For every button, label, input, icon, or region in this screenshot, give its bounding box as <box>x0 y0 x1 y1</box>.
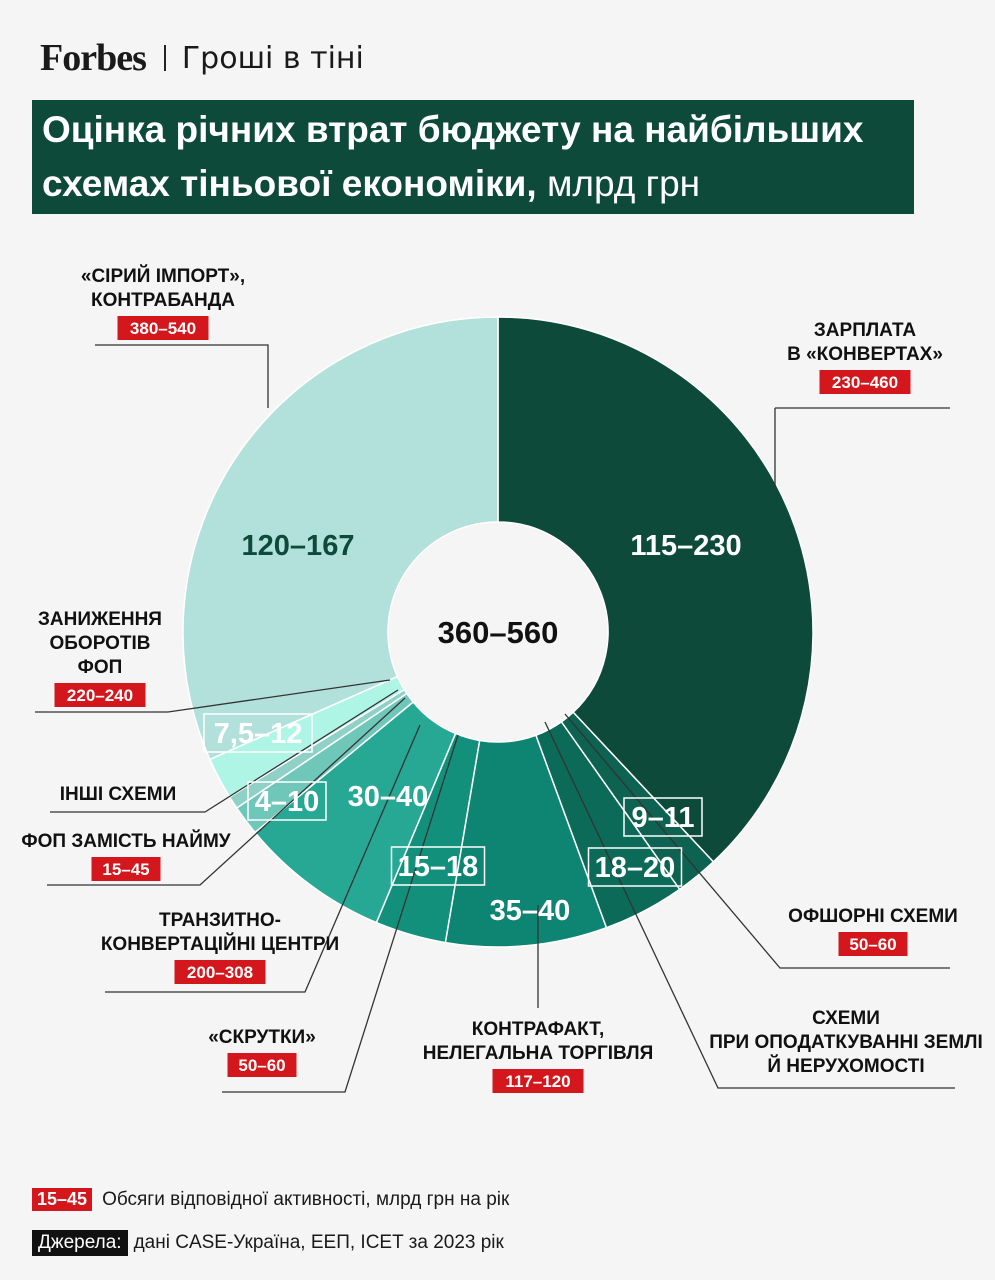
value-label-skrutky: 15–18 <box>397 851 479 883</box>
badge-skrutky: 50–60 <box>238 1056 286 1075</box>
center-total: 360–560 <box>437 615 559 650</box>
category-label-offshore <box>788 906 958 956</box>
category-name-import: «СІРИЙ ІМПОРТ», <box>80 266 246 287</box>
category-label-kontrafakt <box>423 1019 654 1093</box>
forbes-logo: Forbes <box>40 37 146 79</box>
value-label-zemlia: 18–20 <box>594 852 676 884</box>
category-name-zemlia: ПРИ ОПОДАТКУВАННІ ЗЕМЛІ <box>709 1032 983 1053</box>
category-label-tranzyt <box>101 910 339 984</box>
category-name-fop_obor: ОБОРОТІВ <box>49 633 151 654</box>
source-note <box>32 1230 504 1256</box>
category-name-zarplata: ЗАРПЛАТА <box>813 320 917 341</box>
source-text: дані CASE-Україна, ЕЕП, ICET за 2023 рік <box>133 1232 504 1253</box>
value-label-kontrafakt: 35–40 <box>489 895 571 927</box>
category-label-inshi <box>60 784 176 805</box>
value-label-tranzyt: 30–40 <box>347 781 429 813</box>
value-label-fop_obor: 7,5–12 <box>213 718 303 750</box>
category-name-fop_naim: ФОП ЗАМІСТЬ НАЙМУ <box>21 831 231 852</box>
value-label-offshore: 9–11 <box>631 802 695 834</box>
category-name-skrutky: «СКРУТКИ» <box>208 1027 316 1048</box>
legend-badge: 15–45 <box>32 1188 92 1211</box>
badge-import: 380–540 <box>129 319 197 338</box>
category-label-zemlia <box>709 1008 983 1077</box>
category-name-fop_obor: ЗАНИЖЕННЯ <box>38 609 162 630</box>
badge-kontrafakt: 117–120 <box>505 1072 571 1091</box>
badge-offshore: 50–60 <box>849 935 897 954</box>
badge-fop_naim: 15–45 <box>102 860 150 879</box>
category-name-zemlia: Й НЕРУХОМОСТІ <box>767 1056 925 1077</box>
badge-tranzyt: 200–308 <box>186 963 254 982</box>
category-label-skrutky <box>208 1027 316 1077</box>
value-label-fop_naim: 4–10 <box>254 786 320 818</box>
legend-text: Обсяги відповідної активності, млрд грн на рік <box>102 1188 510 1210</box>
category-name-tranzyt: ТРАНЗИТНО- <box>158 910 282 931</box>
category-name-import: КОНТРАБАНДА <box>90 290 236 311</box>
category-label-fop_obor <box>38 609 162 707</box>
category-name-kontrafakt: КОНТРАФАКТ, <box>471 1019 605 1040</box>
title-unit: млрд грн <box>546 163 701 204</box>
category-name-offshore: ОФШОРНІ СХЕМИ <box>788 906 958 927</box>
category-label-zarplata <box>787 320 943 394</box>
badge-fop_obor: 220–240 <box>66 686 134 705</box>
category-label-import <box>81 265 245 340</box>
category-name-inshi: ІНШІ СХЕМИ <box>59 784 177 805</box>
category-name-zemlia: СХЕМИ <box>812 1008 880 1029</box>
category-name-kontrafakt: НЕЛЕГАЛЬНА ТОРГІВЛЯ <box>422 1043 654 1064</box>
category-name-tranzyt: КОНВЕРТАЦІЙНІ ЦЕНТРИ <box>100 934 340 955</box>
value-label-zarplata: 115–230 <box>630 530 742 562</box>
title-line-2: схемах тіньової економіки, <box>42 163 537 204</box>
section-name: Гроші в тіні <box>181 40 364 76</box>
category-label-fop_naim <box>21 830 230 881</box>
legend-note <box>32 1188 509 1211</box>
title-line-1: Оцінка річних втрат бюджету на найбільших <box>42 109 864 150</box>
category-name-fop_obor: ФОП <box>77 657 123 678</box>
leader-zarplata <box>775 408 950 490</box>
badge-zarplata: 230–460 <box>831 373 899 392</box>
source-label: Джерела: <box>32 1230 128 1256</box>
category-name-zarplata: В «КОНВЕРТАХ» <box>787 344 943 365</box>
value-label-import: 120–167 <box>241 530 355 562</box>
leader-import <box>95 345 268 408</box>
